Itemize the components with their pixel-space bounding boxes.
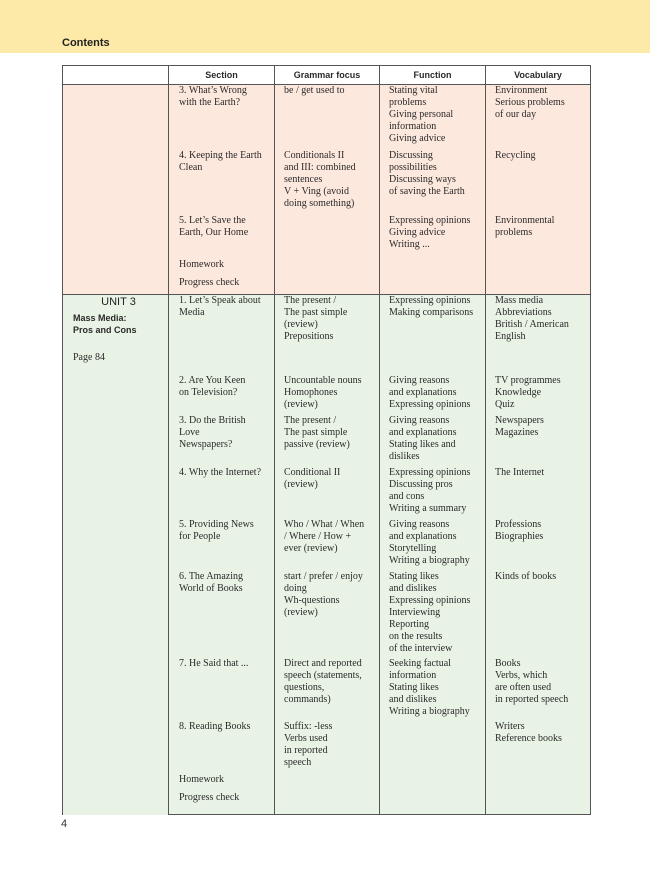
grammar-cell xyxy=(275,215,380,259)
vocabulary-cell: Environmental problems xyxy=(486,215,591,259)
unit-page-reference[interactable]: Page 84 xyxy=(73,352,105,363)
function-cell xyxy=(380,774,486,792)
unit-subtitle: Mass Media: Pros and Cons xyxy=(73,313,137,335)
contents-table xyxy=(62,65,591,815)
column-header-section: Section xyxy=(169,66,275,85)
vocabulary-cell xyxy=(486,792,591,815)
grammar-cell: Conditional II (review) xyxy=(275,467,380,519)
grammar-cell: The present / The past simple passive (review) xyxy=(275,415,380,467)
vocabulary-cell: Mass media Abbreviations British / American English xyxy=(486,295,591,375)
section-cell: 3. Do the British Love Newspapers? xyxy=(169,415,275,467)
function-cell xyxy=(380,277,486,295)
function-cell: Expressing opinions Giving advice Writing ... xyxy=(380,215,486,259)
column-header-vocabulary: Vocabulary xyxy=(486,66,591,85)
vocabulary-cell: The Internet xyxy=(486,467,591,519)
section-cell: 2. Are You Keen on Television? xyxy=(169,375,275,415)
function-cell: Seeking factual information Stating likes and dislikes Writing a biography xyxy=(380,658,486,721)
grammar-cell xyxy=(275,277,380,295)
vocabulary-cell: Professions Biographies xyxy=(486,519,591,571)
section-cell: 8. Reading Books xyxy=(169,721,275,774)
vocabulary-cell: Books Verbs, which are often used in reported speech xyxy=(486,658,591,721)
section-cell: 5. Let’s Save the Earth, Our Home xyxy=(169,215,275,259)
grammar-cell xyxy=(275,792,380,815)
section-cell: 1. Let’s Speak about Media xyxy=(169,295,275,375)
table-row xyxy=(63,85,591,150)
section-cell: Homework xyxy=(169,259,275,277)
function-cell: Giving reasons and explanations Storytelling Writing a biography xyxy=(380,519,486,571)
function-cell xyxy=(380,721,486,774)
vocabulary-cell: TV programmes Knowledge Quiz xyxy=(486,375,591,415)
function-cell: Giving reasons and explanations Stating likes and dislikes xyxy=(380,415,486,467)
function-cell: Stating likes and dislikes Expressing opinions Interviewing Reporting on the results of the interview xyxy=(380,571,486,658)
grammar-cell: start / prefer / enjoy doing Wh-questions (review) xyxy=(275,571,380,658)
function-cell: Giving reasons and explanations Expressing opinions xyxy=(380,375,486,415)
page-title: Contents xyxy=(62,37,110,49)
vocabulary-cell: Kinds of books xyxy=(486,571,591,658)
section-cell: Progress check xyxy=(169,277,275,295)
grammar-cell: Who / What / When / Where / How + ever (review) xyxy=(275,519,380,571)
grammar-cell: Conditionals II and III: combined sentences V + Ving (avoid doing something) xyxy=(275,150,380,215)
page-number: 4 xyxy=(61,818,68,830)
vocabulary-cell xyxy=(486,277,591,295)
unit-cell-unit-3 xyxy=(63,295,169,815)
section-cell: 4. Keeping the Earth Clean xyxy=(169,150,275,215)
function-cell: Stating vital problems Giving personal information Giving advice xyxy=(380,85,486,150)
section-cell: Progress check xyxy=(169,792,275,815)
table-row xyxy=(63,295,591,375)
vocabulary-cell: Recycling xyxy=(486,150,591,215)
grammar-cell xyxy=(275,259,380,277)
grammar-cell: Direct and reported speech (statements, questions, commands) xyxy=(275,658,380,721)
section-cell: 3. What’s Wrong with the Earth? xyxy=(169,85,275,150)
unit-title: UNIT 3 xyxy=(101,296,136,308)
column-header-grammar: Grammar focus xyxy=(275,66,380,85)
column-header-unit xyxy=(63,66,169,85)
vocabulary-cell xyxy=(486,259,591,277)
vocabulary-cell: Newspapers Magazines xyxy=(486,415,591,467)
grammar-cell xyxy=(275,774,380,792)
section-cell: 6. The Amazing World of Books xyxy=(169,571,275,658)
table-header-row xyxy=(63,66,591,85)
grammar-cell: Uncountable nouns Homophones (review) xyxy=(275,375,380,415)
unit-cell-previous xyxy=(63,85,169,295)
function-cell: Expressing opinions Discussing pros and cons Writing a summary xyxy=(380,467,486,519)
section-cell: 4. Why the Internet? xyxy=(169,467,275,519)
function-cell: Expressing opinions Making comparisons xyxy=(380,295,486,375)
function-cell xyxy=(380,792,486,815)
grammar-cell: Suffix: -less Verbs used in reported speech xyxy=(275,721,380,774)
vocabulary-cell: Writers Reference books xyxy=(486,721,591,774)
vocabulary-cell: Environment Serious problems of our day xyxy=(486,85,591,150)
section-cell: 5. Providing News for People xyxy=(169,519,275,571)
function-cell xyxy=(380,259,486,277)
grammar-cell: be / get used to xyxy=(275,85,380,150)
column-header-function: Function xyxy=(380,66,486,85)
section-cell: 7. He Said that ... xyxy=(169,658,275,721)
section-cell: Homework xyxy=(169,774,275,792)
vocabulary-cell xyxy=(486,774,591,792)
grammar-cell: The present / The past simple (review) Prepositions xyxy=(275,295,380,375)
function-cell: Discussing possibilities Discussing ways of saving the Earth xyxy=(380,150,486,215)
